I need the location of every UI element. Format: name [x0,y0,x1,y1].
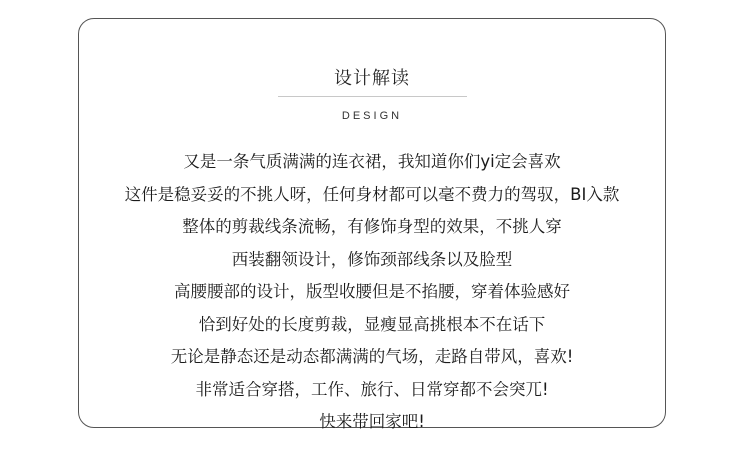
description-lines [79,146,665,439]
description-line: 又是一条气质满满的连衣裙，我知道你们yi定会喜欢 [183,152,561,171]
description-line: 无论是静态还是动态都满满的气场，走路自带风，喜欢! [170,347,574,366]
description-line: 非常适合穿搭，工作、旅行、日常穿都不会突兀! [195,379,549,399]
description-line: 恰到好处的长度剪裁，显瘦显高挑根本不在话下 [198,314,546,334]
description-line: 高腰腰部的设计，版型收腰但是不掐腰，穿着体验感好 [174,282,570,301]
description-line: 整体的剪裁线条流畅，有修饰身型的效果，不挑人穿 [182,217,562,236]
design-card [78,18,666,431]
title-divider [278,96,467,97]
description-line: 这件是稳妥妥的不挑人呀，任何身材都可以毫不费力的驾驭，BI入款 [124,184,620,204]
section-subtitle: DESIGN [341,110,403,122]
description-line: 西装翻领设计，修饰颈部线条以及脸型 [231,249,513,269]
description-line: 快来带回家吧! [319,412,425,431]
section-title: 设计解读 [334,68,410,89]
